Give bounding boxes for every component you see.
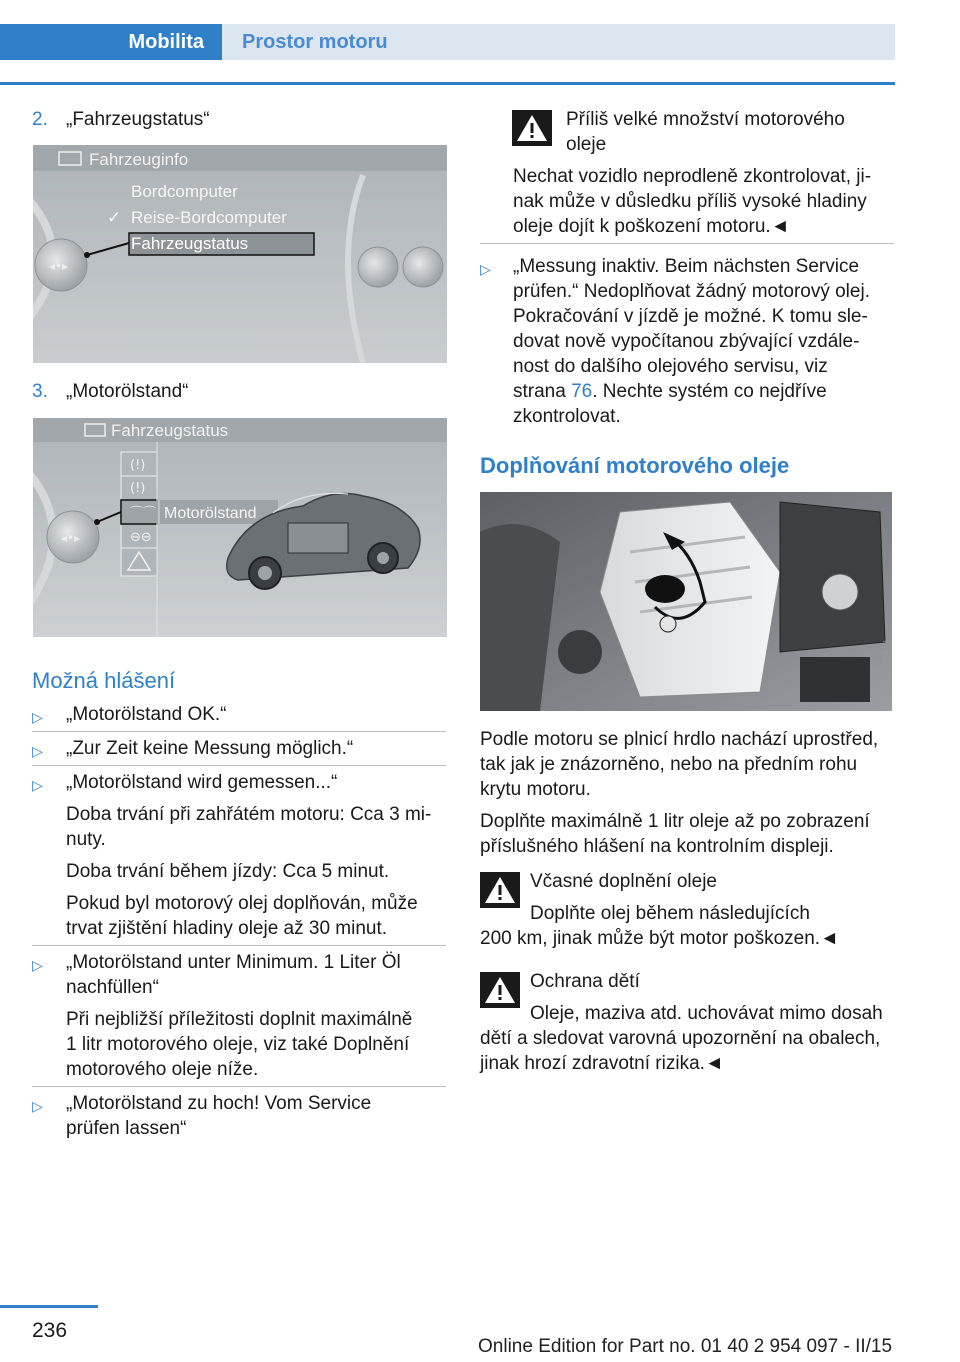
divider bbox=[32, 731, 446, 732]
warning-title-line: oleje bbox=[566, 134, 607, 155]
svg-text:⌒⌒: ⌒⌒ bbox=[130, 506, 157, 521]
measuring-detail-line: trvat zjištění hladiny oleje až 30 minut. bbox=[66, 918, 388, 939]
bullet-icon: ▷ bbox=[32, 957, 43, 973]
message-inactive-line: „Messung inaktiv. Beim nächsten Service bbox=[513, 256, 860, 277]
figure-fahrzeuginfo-menu bbox=[33, 145, 447, 363]
warning-text-line: Nechat vozidlo neprodleně zkontrolovat, ji‐ bbox=[513, 166, 872, 187]
warning-icon bbox=[512, 110, 552, 146]
subsection-tab: Prostor motoru bbox=[222, 24, 895, 60]
warning-icon bbox=[480, 972, 520, 1008]
bullet-icon: ▷ bbox=[32, 777, 43, 793]
svg-text:(!): (!) bbox=[130, 458, 146, 473]
refill-heading: Doplňování motorového oleje bbox=[480, 453, 790, 478]
page-number: 236 bbox=[32, 1319, 68, 1342]
engine-bay-illustration bbox=[480, 492, 892, 711]
divider bbox=[32, 945, 446, 946]
below-minimum-detail-line: 1 litr motorového oleje, viz také Doplnění bbox=[66, 1034, 410, 1055]
footer-rule bbox=[0, 1305, 98, 1308]
checkmark-icon: ✓ bbox=[107, 208, 122, 227]
measuring-detail-line: Doba trvání při zahřátém motoru: Cca 3 mi‐ bbox=[66, 804, 432, 825]
paragraph-line: Doplňte maximálně 1 litr oleje až po zobrazení bbox=[480, 811, 870, 832]
divider bbox=[32, 1086, 446, 1087]
message-no-measurement: „Zur Zeit keine Messung möglich.“ bbox=[66, 738, 354, 759]
warning-title-line: Příliš velké množství motorového bbox=[566, 109, 845, 130]
figure-code: MV09520CMA bbox=[880, 640, 891, 706]
figure-fahrzeugstatus-screen bbox=[33, 418, 447, 637]
message-below-minimum-cont: nachfüllen“ bbox=[66, 977, 159, 998]
warning-text-line: Doplňte olej během následujících bbox=[530, 903, 810, 924]
message-below-minimum: „Motorölstand unter Minimum. 1 Liter Öl bbox=[66, 952, 401, 973]
warning-text-line: oleje dojít k poškození motoru.◄ bbox=[513, 216, 790, 237]
message-measuring: „Motorölstand wird gemessen...“ bbox=[66, 772, 338, 793]
page-header bbox=[0, 24, 895, 60]
warning-title: Ochrana dětí bbox=[530, 971, 640, 992]
svg-text:◂•▸: ◂•▸ bbox=[49, 259, 69, 273]
list-item-motorolstand: „Motorölstand“ bbox=[66, 381, 189, 402]
message-inactive-line: zkontrolovat. bbox=[513, 406, 621, 427]
warning-text-line: jinak hrozí zdravotní rizika.◄ bbox=[480, 1053, 724, 1074]
message-inactive-line: nost do dalšího olejového servisu, viz bbox=[513, 356, 828, 377]
paragraph-line: tak jak je znázorněno, nebo na předním rohu bbox=[480, 754, 858, 775]
fig2-label-motorolstand: Motorölstand bbox=[164, 505, 257, 522]
fig1-title: Fahrzeuginfo bbox=[89, 150, 189, 169]
paragraph-line: Podle motoru se plnicí hrdlo nachází uprostřed, bbox=[480, 729, 879, 750]
message-inactive-line: prüfen.“ Nedoplňovat žádný motorový olej. bbox=[513, 281, 870, 302]
edition-footer: Online Edition for Part no. 01 40 2 954 097 - II/15 bbox=[478, 1336, 893, 1357]
section-tab: Mobilita bbox=[0, 24, 222, 60]
svg-text:(!): (!) bbox=[130, 481, 146, 496]
bullet-icon: ▷ bbox=[32, 1098, 43, 1114]
paragraph-line: příslušného hlášení na kontrolním displeji. bbox=[480, 836, 834, 857]
ref-suffix: . Nechte systém co nejdříve bbox=[592, 381, 827, 402]
list-number-3: 3. bbox=[32, 381, 48, 402]
fig2-title: Fahrzeugstatus bbox=[111, 421, 229, 440]
measuring-detail-line: Doba trvání během jízdy: Cca 5 minut. bbox=[66, 861, 390, 882]
measuring-detail-line: nuty. bbox=[66, 829, 106, 850]
divider bbox=[32, 765, 446, 766]
warning-text-line: Oleje, maziva atd. uchovávat mimo dosah bbox=[530, 1003, 883, 1024]
fahrzeugstatus-screen-illustration bbox=[33, 418, 447, 637]
fig1-menu-bordcomputer: Bordcomputer bbox=[131, 182, 238, 201]
message-too-high: „Motorölstand zu hoch! Vom Service bbox=[66, 1093, 372, 1114]
warning-text-line: 200 km, jinak může být motor poškozen.◄ bbox=[480, 928, 839, 949]
messages-heading: Možná hlášení bbox=[32, 668, 176, 693]
fig1-menu-reise-bordcomputer: Reise-Bordcomputer bbox=[131, 208, 287, 227]
warning-text-line: nak může v důsledku příliš vysoké hladiny bbox=[513, 191, 867, 212]
bullet-icon: ▷ bbox=[32, 743, 43, 759]
bullet-icon: ▷ bbox=[480, 261, 491, 277]
message-inactive-line: dovat nově vypočítanou zbývající vzdále‐ bbox=[513, 331, 860, 352]
paragraph-line: krytu motoru. bbox=[480, 779, 591, 800]
message-ok: „Motorölstand OK.“ bbox=[66, 704, 227, 725]
fig1-menu-fahrzeugstatus: Fahrzeugstatus bbox=[131, 234, 249, 253]
header-rule bbox=[0, 82, 895, 85]
svg-text:⊖⊖: ⊖⊖ bbox=[130, 530, 152, 545]
page-reference-link[interactable]: 76 bbox=[571, 381, 593, 402]
list-number-2: 2. bbox=[32, 109, 48, 130]
measuring-detail-line: Pokud byl motorový olej doplňován, může bbox=[66, 893, 418, 914]
warning-icon bbox=[480, 872, 520, 908]
figure-engine-oil-filler bbox=[480, 492, 892, 711]
bullet-icon: ▷ bbox=[32, 709, 43, 725]
warning-text-line: dětí a sledovat varovná upozornění na obalech, bbox=[480, 1028, 881, 1049]
below-minimum-detail-line: motorového oleje níže. bbox=[66, 1059, 259, 1080]
message-too-high-cont: prüfen lassen“ bbox=[66, 1118, 187, 1139]
svg-text:◂•▸: ◂•▸ bbox=[61, 531, 81, 545]
list-item-fahrzeugstatus: „Fahrzeugstatus“ bbox=[66, 109, 210, 130]
message-inactive-line: Pokračování v jízdě je možné. K tomu sle‐ bbox=[513, 306, 868, 327]
message-inactive-ref-line bbox=[513, 379, 827, 404]
warning-title: Včasné doplnění oleje bbox=[530, 871, 717, 892]
divider bbox=[480, 243, 894, 244]
ref-prefix: strana bbox=[513, 381, 572, 402]
below-minimum-detail-line: Při nejbližší příležitosti doplnit maximálně bbox=[66, 1009, 413, 1030]
